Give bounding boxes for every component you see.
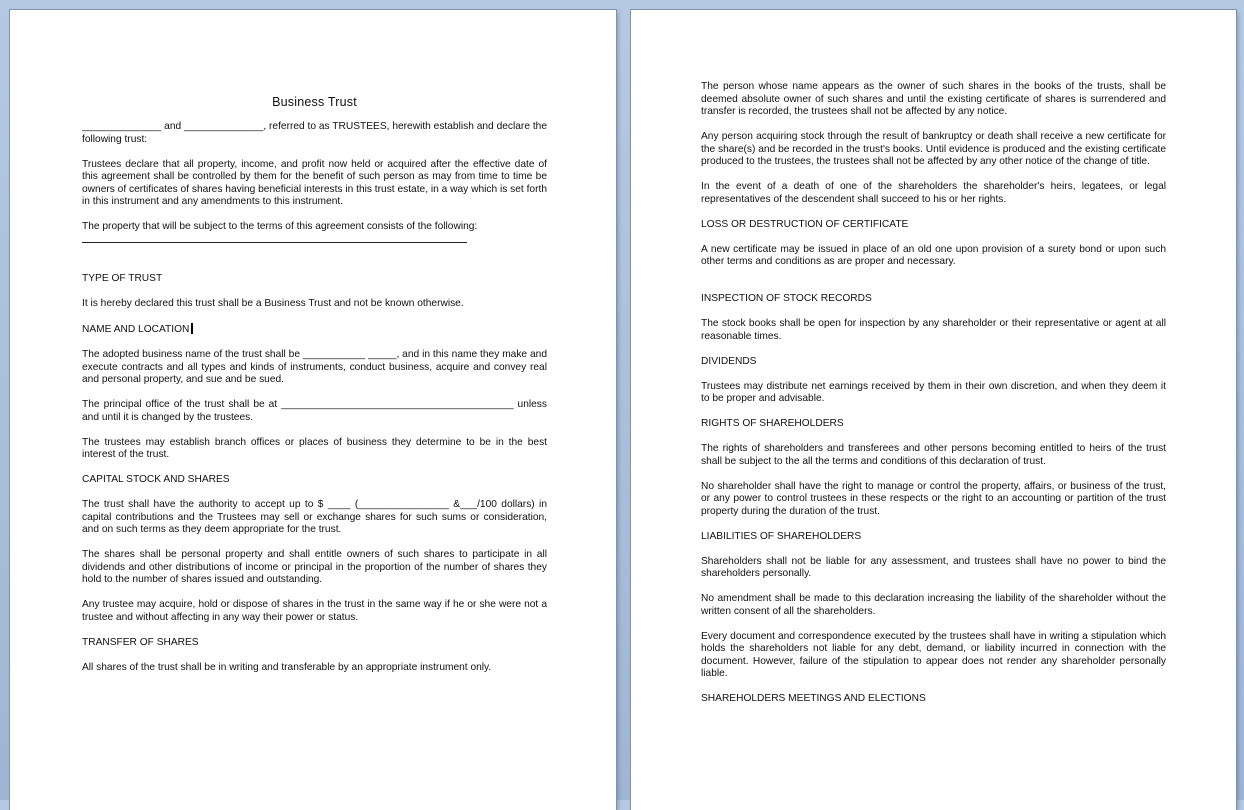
heading-meetings: SHAREHOLDERS MEETINGS AND ELECTIONS (701, 693, 926, 704)
heading-type-of-trust: TYPE OF TRUST (82, 273, 163, 284)
heading-rights: RIGHTS OF SHAREHOLDERS (701, 418, 844, 429)
principal-office-paragraph: The principal office of the trust shall be at _________________________________________ unless and until it is changed by the trustees. (82, 399, 547, 423)
trustee-shares-paragraph: Any trustee may acquire, hold or dispose of shares in the trust in the same way if he or she were not a trustee and without affecting in any way their power or status. (82, 599, 547, 623)
bankruptcy-paragraph: Any person acquiring stock through the result of bankruptcy or death shall receive a new certificate for the share(s) and be recorded in the trust's books. Until evidence is produced and the existing certificate produced to the trustees, the trustees shall not be affected by any other notice of the change of title. (701, 131, 1166, 167)
spacer (701, 281, 1166, 293)
type-paragraph: It is hereby declared this trust shall be a Business Trust and not be known otherwise. (82, 298, 464, 309)
transfer-paragraph: All shares of the trust shall be in writing and transferable by an appropriate instrument only. (82, 661, 492, 673)
rights-paragraph: The rights of shareholders and transferees and other persons becoming entitled to heirs of the trust shall be subject to the all the terms and conditions of this declaration of trust. (701, 443, 1166, 467)
heading-name-text: NAME AND LOCATION (82, 324, 190, 335)
death-paragraph: In the event of a death of one of the shareholders the shareholder's heirs, legatees, or legal representatives of the descendent shall succeed to his or her rights. (701, 181, 1166, 205)
heading-name-and-location (82, 323, 547, 337)
document-page-2[interactable] (631, 10, 1236, 810)
owner-paragraph: The person whose name appears as the owner of such shares in the books of the trusts, shall be deemed absolute owner of such shares and until the existing certificate of shares is surrendered and transfer is recorded, the trustees shall not be affected by any notice. (701, 81, 1166, 117)
dividends-paragraph: Trustees may distribute net earnings received by them in their own discretion, and when they deem it to be proper and advisable. (701, 380, 1166, 404)
business-name-paragraph: The adopted business name of the trust shall be ___________ _____, and in this name they make and execute contracts and all types and kinds of instruments, conduct business, acquire and convey real and personal property, and sue and be sued. (82, 349, 547, 385)
document-title: Business Trust (272, 95, 357, 109)
heading-capital-stock: CAPITAL STOCK AND SHARES (82, 474, 230, 485)
text-cursor (191, 323, 193, 334)
branch-offices-paragraph: The trustees may establish branch offices or places of business they determine to be in the best interest of the trust. (82, 436, 547, 460)
heading-loss-of-certificate: LOSS OR DESTRUCTION OF CERTIFICATE (701, 218, 909, 230)
inspection-paragraph: The stock books shall be open for inspection by any shareholder or their representative or agent at all reasonable times. (701, 318, 1166, 342)
amendment-paragraph: No amendment shall be made to this declaration increasing the liability of the shareholder without the written consent of all the shareholders. (701, 593, 1166, 617)
document-paragraph: Every document and correspondence executed by the trustees shall have in writing a stipulation which holds the shareholders not liable for any debt, demand, or liability incurred in connection with the document. However, failure of the stipulation to appear does not render any shareholder personally liable. (701, 630, 1166, 679)
loss-paragraph: A new certificate may be issued in place of an old one upon provision of a surety bond or upon such other terms and conditions as are proper and necessary. (701, 243, 1166, 267)
page-1-text-body[interactable] (82, 95, 547, 687)
heading-transfer-of-shares: TRANSFER OF SHARES (82, 636, 199, 648)
heading-dividends: DIVIDENDS (701, 355, 757, 367)
personal-property-paragraph: The shares shall be personal property and shall entitle owners of such shares to participate in all dividends and other distributions of income or principal in the proportion of the number of shares they hold to the number of shares issued and outstanding. (82, 549, 547, 585)
liable-paragraph: Shareholders shall not be liable for any assessment, and trustees shall have no power to bind the shareholders personally. (701, 555, 1166, 579)
heading-liabilities: LIABILITIES OF SHAREHOLDERS (701, 530, 862, 542)
heading-inspection: INSPECTION OF STOCK RECORDS (701, 293, 872, 304)
property-paragraph: The property that will be subject to the terms of this agreement consists of the following: (82, 221, 478, 232)
intro-paragraph: ______________ and ______________, referred to as TRUSTEES, herewith establish and declare the following trust: (82, 121, 547, 145)
document-page-1[interactable] (10, 10, 616, 810)
property-blank-line (82, 237, 467, 243)
page-2-text-body[interactable] (701, 81, 1166, 718)
declaration-paragraph: Trustees declare that all property, income, and profit now held or acquired after the effective date of this agreement shall be controlled by them for the benefit of such person as may from time to time be owners of certificates of shares having beneficial interests in this trust estate, in a way which is set forth in this instrument and any amendments to this instrument. (82, 158, 547, 207)
manage-paragraph: No shareholder shall have the right to manage or control the property, affairs, or business of the trust, or any power to control trustees in these respects or the right to an accounting or partition of the trust property during the duration of the trust. (701, 480, 1166, 517)
authority-paragraph: The trust shall have the authority to accept up to $ ____ (________________ &___/100 dollars) in capital contributions and the Trustees may sell or exchange shares for such sums or consideration, and on such terms as they deem appropriate for the trust. (82, 499, 547, 535)
